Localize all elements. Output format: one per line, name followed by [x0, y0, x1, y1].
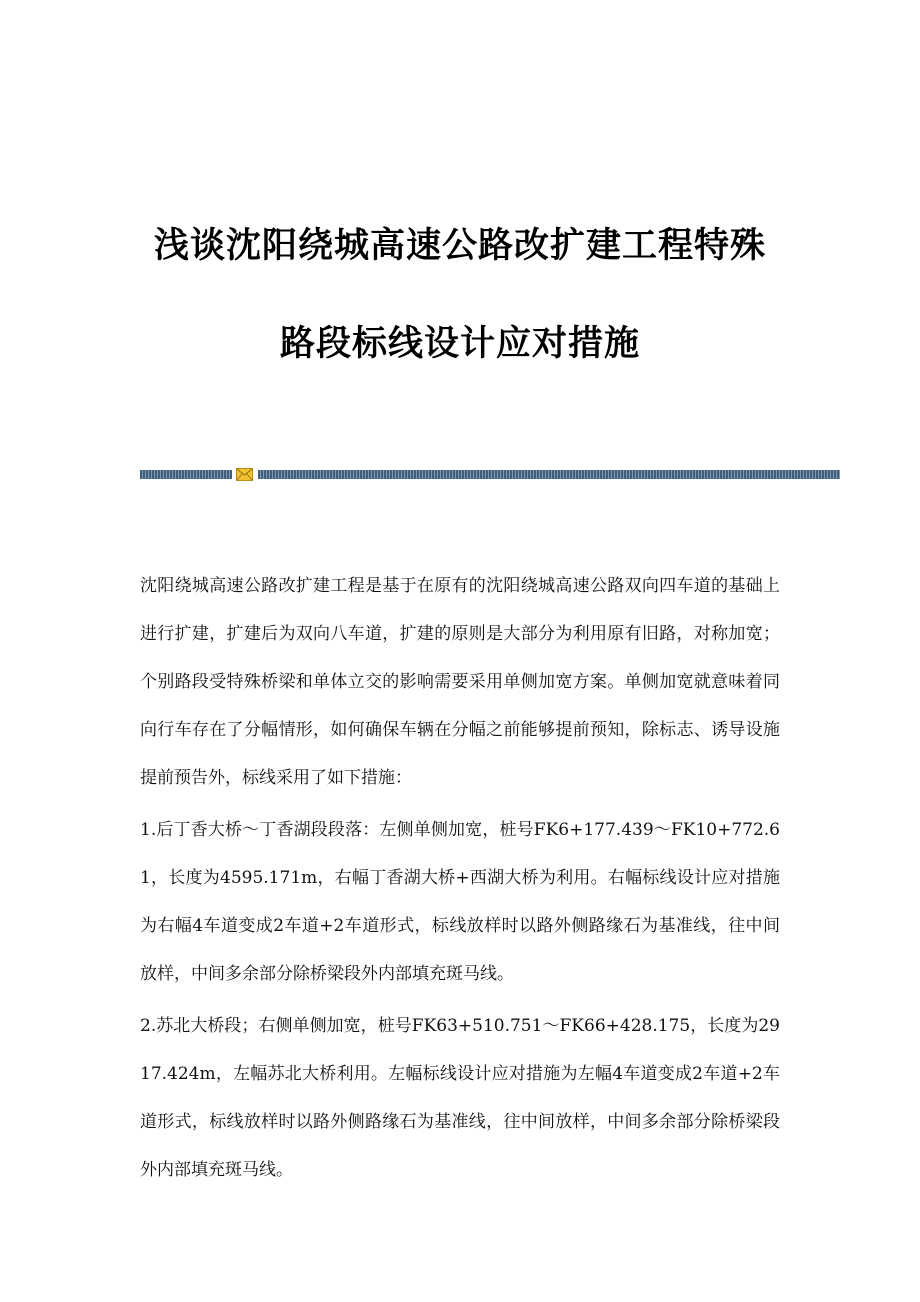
paragraph-text: 1.后丁香大桥～丁香湖段段落：左侧单侧加宽，桩号FK6+177.439～FK10+772.61，长度为4595.171m，右幅丁香湖大桥+西湖大桥为利用。右幅标线设计应对措施为右幅4车道变成2车道+2车道形式，标线放样时以路外侧路缘石为基准线，往中间放样，中间多余部分除桥梁段外内部填充斑马线。	[140, 820, 780, 984]
envelope-icon	[236, 468, 253, 481]
document-title-line-1: 浅谈沈阳绕城高速公路改扩建工程特殊	[153, 226, 766, 266]
body-paragraph-2	[140, 806, 780, 998]
body-paragraph-3	[140, 1002, 780, 1194]
title-divider-left	[140, 470, 232, 479]
title-divider-right	[258, 470, 840, 479]
paragraph-text: 2.苏北大桥段；右侧单侧加宽，桩号FK63+510.751～FK66+428.175，长度为2917.424m，左幅苏北大桥利用。左幅标线设计应对措施为左幅4车道变成2车道+2车道形式，标线放样时以路外侧路缘石为基准线，往中间放样，中间多余部分除桥梁段外内部填充斑马线。	[140, 1016, 780, 1180]
paragraph-text: 沈阳绕城高速公路改扩建工程是基于在原有的沈阳绕城高速公路双向四车道的基础上进行扩建，扩建后为双向八车道，扩建的原则是大部分为利用原有旧路，对称加宽；个别路段受特殊桥梁和单体立交的影响需要采用单侧加宽方案。单侧加宽就意味着同向行车存在了分幅情形，如何确保车辆在分幅之前能够提前预知，除标志、诱导设施提前预告外，标线采用了如下措施：	[140, 576, 780, 788]
body-paragraph-1	[140, 562, 780, 802]
document-title-line-2: 路段标线设计应对措施	[279, 324, 640, 364]
